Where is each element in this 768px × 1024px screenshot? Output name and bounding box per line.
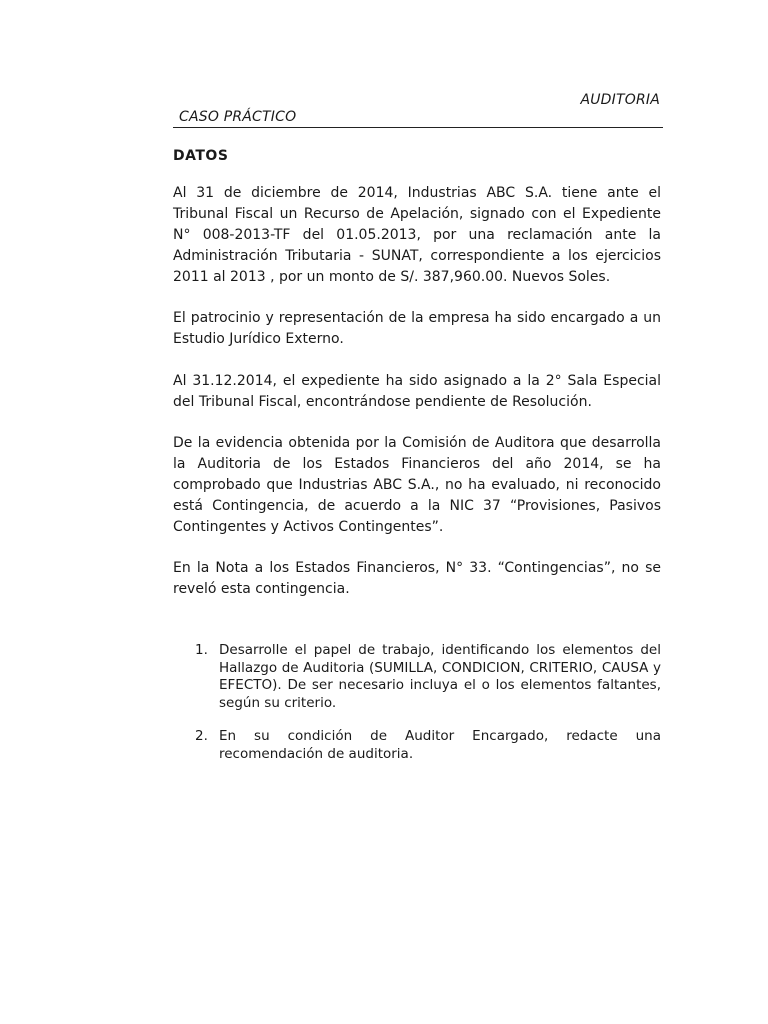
paragraph-note: En la Nota a los Estados Financieros, N° 33. “Contingencias”, no se reveló esta contingencia. — [173, 560, 661, 597]
paragraph-case-facts: Al 31 de diciembre de 2014, Industrias ABC S.A. tiene ante el Tribunal Fiscal un Recurso de Apelación, signado con el Expediente N° 008-2013-TF del 01.05.2013, por una reclamación ante la Administración Tributaria - SUNAT, correspondiente a los ejercicios 2011 al 2013 , por un monto de S/. 387,960.00. Nuevos Soles. — [173, 185, 661, 285]
question-item — [195, 642, 661, 712]
question-number: 1. — [195, 642, 208, 658]
header-divider — [173, 127, 663, 128]
question-text: En su condición de Auditor Encargado, redacte una recomendación de auditoria. — [219, 728, 661, 762]
section-title: DATOS — [173, 148, 229, 164]
paragraph-assignment: Al 31.12.2014, el expediente ha sido asignado a la 2° Sala Especial del Tribunal Fiscal, encontrándose pendiente de Resolución. — [173, 373, 661, 410]
header-subject: AUDITORIA — [580, 92, 660, 108]
question-number: 2. — [195, 728, 208, 744]
paragraph-representation: El patrocinio y representación de la empresa ha sido encargado a un Estudio Jurídico Externo. — [173, 310, 661, 347]
paragraph-evidence: De la evidencia obtenida por la Comisión de Auditora que desarrolla la Auditoria de los Estados Financieros del año 2014, se ha comprobado que Industrias ABC S.A., no ha evaluado, ni reconocido está Contingencia, de acuerdo a la NIC 37 “Provisiones, Pasivos Contingentes y Activos Contingentes”. — [173, 435, 661, 535]
question-text: Desarrolle el papel de trabajo, identificando los elementos del Hallazgo de Auditoria (SUMILLA, CONDICION, CRITERIO, CAUSA y EFECTO). De ser necesario incluya el o los elementos faltantes, según su criterio. — [219, 642, 661, 711]
question-item — [195, 728, 661, 763]
header-title: CASO PRÁCTICO — [179, 109, 297, 125]
questions-list — [195, 642, 661, 763]
